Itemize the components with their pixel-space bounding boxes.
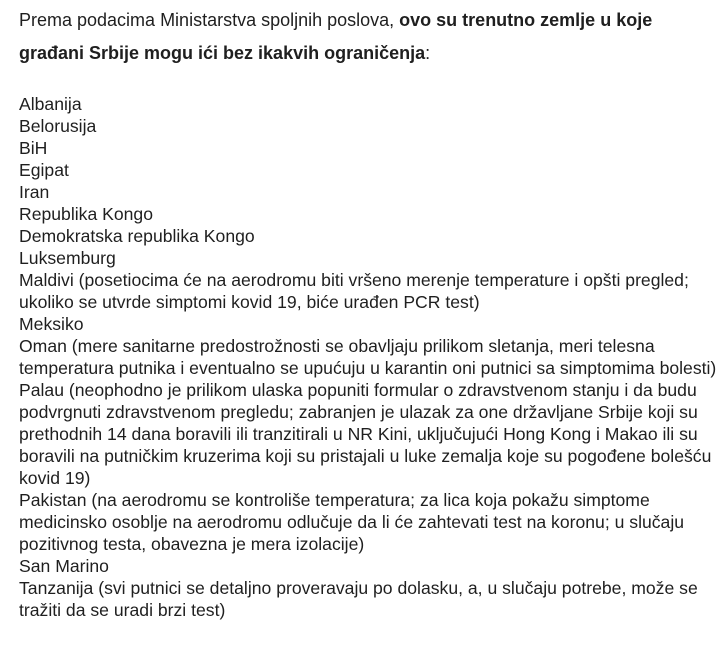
list-item: Luksemburg bbox=[19, 248, 116, 268]
intro-tail: : bbox=[425, 43, 431, 63]
list-item: BiH bbox=[19, 138, 48, 158]
list-item: Palau (neophodno je prilikom ulaska popuniti formular o zdravstvenom stanju i da budu podvrgnuti zdravstvenom pregledu; zabranjen je ulazak za one državljane Srbije koji su prethodnih 14 dana boravili ili tranzitirali u NR Kini, uključujući Hong Kong i Makao ili su boravili na putničkim kruzerima koji su pristajali u luke zemalja koje su pogođene bolešću kovid 19) bbox=[19, 380, 712, 488]
list-item: San Marino bbox=[19, 556, 109, 576]
list-item: Belorusija bbox=[19, 116, 97, 136]
list-item: Demokratska republika Kongo bbox=[19, 226, 255, 246]
country-list bbox=[19, 93, 719, 621]
list-item: Meksiko bbox=[19, 314, 84, 334]
list-item: Pakistan (na aerodromu se kontroliše temperatura; za lica koja pokažu simptome medicinsko osoblje na aerodromu odlučuje da li će zahtevati test na koronu; u slučaju pozitivnog testa, obavezna je mera izolacije) bbox=[19, 490, 685, 554]
list-item: Albanija bbox=[19, 94, 82, 114]
list-item: Republika Kongo bbox=[19, 204, 154, 224]
intro-paragraph bbox=[19, 4, 709, 70]
list-item: Maldivi (posetiocima će na aerodromu biti vršeno merenje temperature i opšti pregled; ukoliko se utvrde simptomi kovid 19, biće urađen PCR test) bbox=[19, 270, 689, 312]
list-item: Oman (mere sanitarne predostrožnosti se obavljaju prilikom sletanja, meri telesna temperatura putnika i eventualno se upućuju u karantin oni putnici sa simptomima bolesti) bbox=[19, 336, 717, 378]
intro-lead: Prema podacima Ministarstva spoljnih poslova, bbox=[19, 10, 400, 30]
list-item: Tanzanija (svi putnici se detaljno proveravaju po dolasku, a, u slučaju potrebe, može se tražiti da se uradi brzi test) bbox=[19, 578, 698, 620]
intro-bold: ovo su trenutno zemlje u koje građani Srbije mogu ići bez ikakvih ograničenja bbox=[19, 10, 653, 63]
list-item: Iran bbox=[19, 182, 50, 202]
list-item: Egipat bbox=[19, 160, 69, 180]
